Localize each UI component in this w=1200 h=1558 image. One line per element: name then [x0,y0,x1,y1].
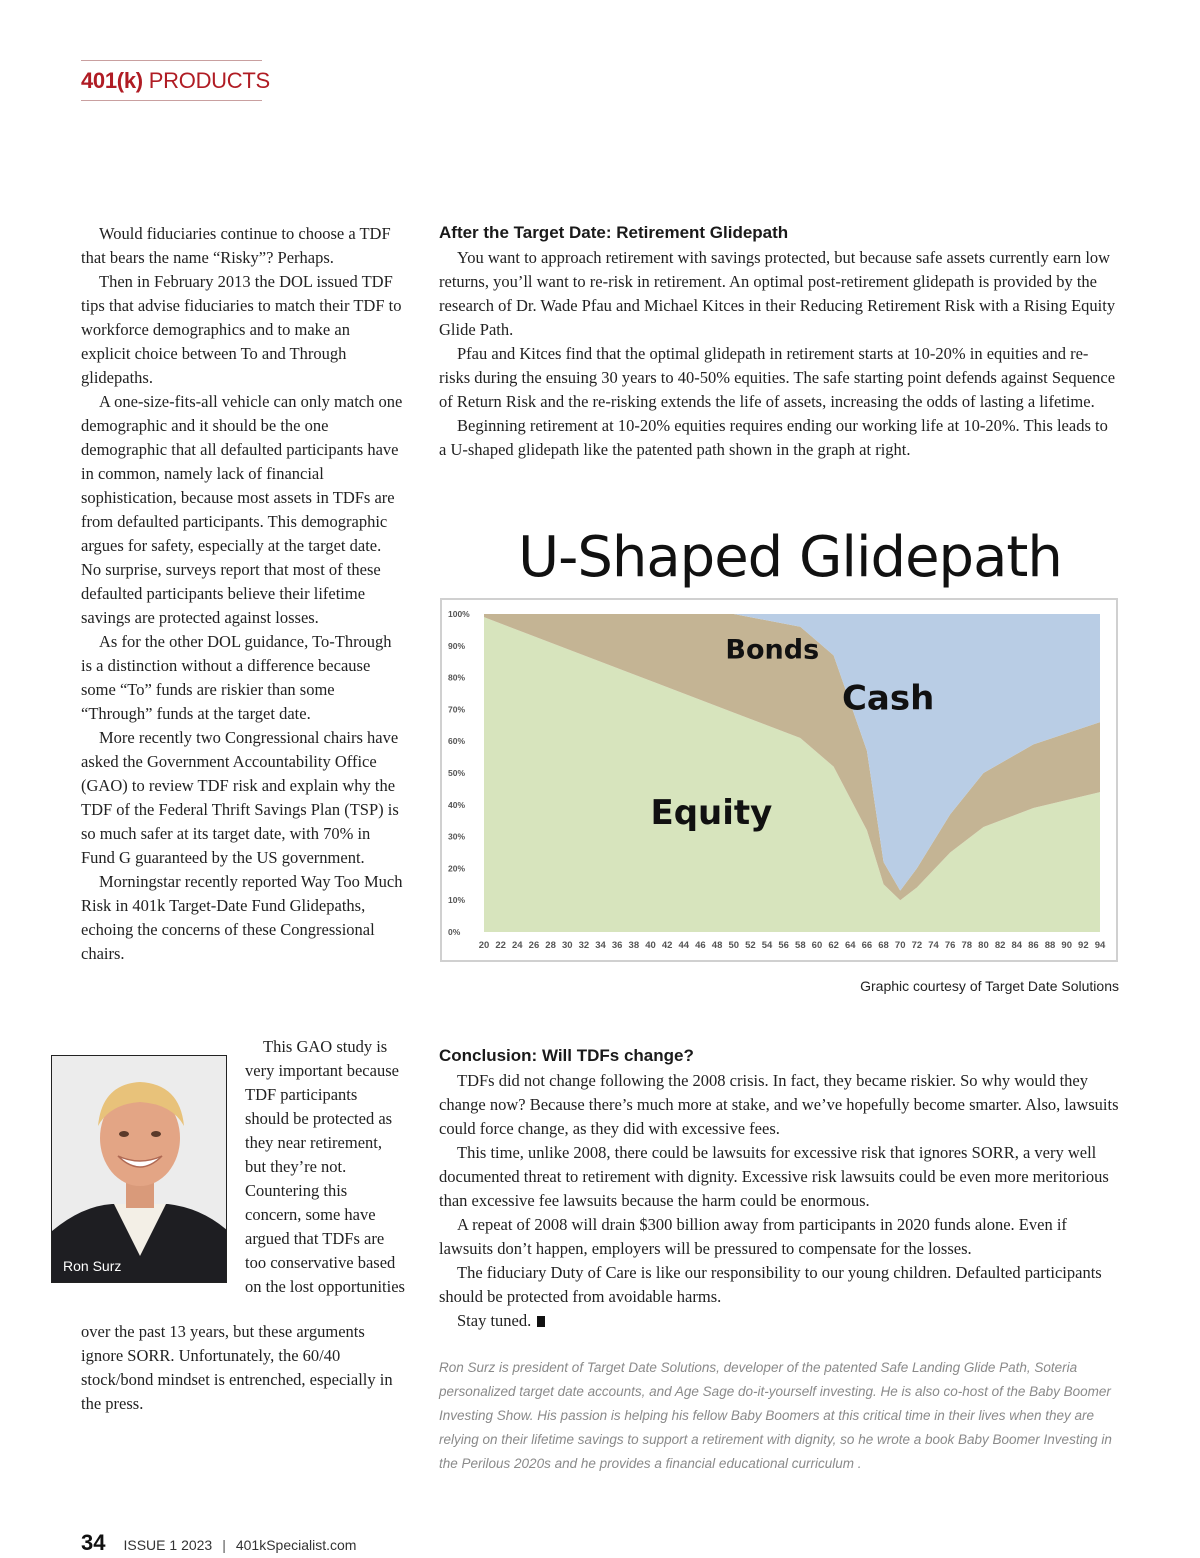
left-paragraph: Morningstar recently reported Way Too Much Risk in 401k Target-Date Fund Glidepaths, echoing the concerns of these Congressional chairs. [81,872,403,963]
y-tick-label: 90% [448,640,466,651]
area-label-bonds: Bonds [725,634,820,666]
x-tick-label: 38 [628,940,640,951]
x-tick-label: 58 [795,940,806,951]
y-tick-label: 30% [448,831,466,842]
y-tick-label: 50% [448,768,466,778]
area-label-equity: Equity [650,792,773,833]
x-tick-label: 80 [978,940,989,951]
x-tick-label: 76 [944,940,956,951]
left-paragraph: Then in February 2013 the DOL issued TDF tips that advise fiduciaries to match their TDF to workforce demographics and to make an explicit choice between To and Through glidepaths. [81,272,402,387]
chart-title: U-Shaped Glidepath [518,525,1062,590]
x-tick-label: 88 [1044,940,1056,951]
photo-caption: Ron Surz [63,1258,122,1274]
area-label-cash: Cash [841,678,935,719]
x-tick-label: 30 [561,940,573,951]
section-label-bold: 401(k) [81,67,143,93]
x-tick-label: 56 [778,940,789,951]
x-tick-label: 44 [678,940,690,951]
author-bio [439,1356,1121,1476]
x-tick-label: 46 [695,940,706,951]
section-heading: After the Target Date: Retirement Glidepath [439,223,789,242]
x-tick-label: 70 [894,940,906,951]
x-tick-label: 52 [745,940,756,951]
y-tick-label: 60% [448,736,466,747]
y-tick-label: 20% [448,863,466,874]
author-photo [51,1055,227,1283]
section-paragraph: Pfau and Kitces find that the optimal glidepath in retirement starts at 10-20% in equities and re-risks during the ensuing 30 years to 40-50% equities. The safe starting point defends against Sequence of Return Risk and the re-risking extends the life of assets, increasing the odds of lasting a lifetime. [439,344,1116,411]
section-label-rest: PRODUCTS [148,67,270,93]
x-tick-label: 54 [761,940,773,951]
section-conclusion [439,1045,1119,1333]
site-link[interactable]: 401kSpecialist.com [235,1537,357,1553]
x-tick-label: 48 [711,940,723,951]
end-mark-icon [537,1316,545,1327]
section-paragraph: A repeat of 2008 will drain $300 billion away from participants in 2020 funds alone. Even if lawsuits don’t happen, employers will be pressured to compensate for the losses. [439,1215,1067,1258]
author-portrait-illustration [52,1056,227,1283]
x-tick-label: 90 [1061,940,1072,951]
x-tick-label: 68 [878,940,889,951]
section-paragraph: This time, unlike 2008, there could be lawsuits for excessive risk that ignores SORR, a very well documented threat to retirement with dignity. Excessive risk lawsuits could be even more meritorious than excessive fee lawsuits because the harm could be enormous. [439,1143,1109,1210]
narrow-paragraph: This GAO study is very important because TDF participants should be protected as they near retirement, but they’re not. Countering this concern, some have argued that TDFs are too conservative based on the lost opportunities [245,1037,405,1296]
y-tick-label: 80% [448,672,466,683]
section-heading: Conclusion: Will TDFs change? [439,1046,694,1065]
section-retirement-glidepath [439,222,1119,462]
x-tick-label: 92 [1078,940,1089,951]
page-number: 34 [81,1530,106,1555]
x-tick-label: 62 [828,940,839,951]
x-tick-label: 82 [994,940,1006,951]
left-paragraph: As for the other DOL guidance, To-Through is a distinction without a difference because some “To” funds are riskier than some “Through” funds at the target date. [81,632,392,723]
section-paragraph-final [439,1309,1119,1333]
section-paragraph: The fiduciary Duty of Care is like our responsibility to our young children. Defaulted participants should be protected from avoidable harms. [439,1263,1102,1306]
y-tick-label: 0% [448,927,461,937]
left-paragraph: A one-size-fits-all vehicle can only match one demographic and it should be the one demographic that all defaulted participants have in common, namely lack of financial sophistication, because most assets in TDFs are from defaulted participants. This demographic argues for safety, especially at the target date. No surprise, surveys report that most of these defaulted participants believe their lifetime savings are protected against losses. [81,392,403,627]
x-tick-label: 50 [728,940,740,951]
x-tick-label: 78 [961,940,973,951]
x-tick-label: 32 [578,940,590,951]
continuation-paragraph: over the past 13 years, but these arguments ignore SORR. Unfortunately, the 60/40 stock/bond mindset is entrenched, especially in the press. [81,1322,393,1413]
left-column [81,222,403,966]
section-paragraph: Beginning retirement at 10-20% equities requires ending our working life at 10-20%. This leads to a U-shaped glidepath like the patented path shown in the graph at right. [439,416,1108,459]
closing-line: Stay tuned. [457,1311,532,1330]
x-tick-label: 84 [1011,940,1023,951]
issue-label: ISSUE 1 2023 [123,1537,213,1553]
left-continuation [81,1320,403,1416]
footer-separator: | [222,1537,226,1553]
section-paragraph: You want to approach retirement with savings protected, but because safe assets currently earn low returns, you’ll want to re-risk in retirement. An optimal post-retirement glidepath is provided by the research of Dr. Wade Pfau and Michael Kitces in their Reducing Retirement Risk with a Rising Equity Glide Path. [439,248,1116,339]
x-tick-label: 66 [861,940,873,951]
y-tick-label: 70% [448,704,466,715]
left-paragraph: More recently two Congressional chairs have asked the Government Accountability Office (GAO) to review TDF risk and explain why the TDF of the Federal Thrift Savings Plan (TSP) is so much safer at its target date, with 70% in Fund G guaranteed by the US government. [81,728,399,867]
chart-credit: Graphic courtesy of Target Date Solutions [860,978,1119,994]
x-tick-label: 20 [478,940,490,951]
bio-text: Ron Surz is president of Target Date Solutions, developer of the patented Safe Landing Glide Path, Soteria personalized target date accounts, and Age Sage do-it-yourself investing. He is also co-host of the Baby Boomer Investing Show. His passion is helping his fellow Baby Boomers at this critical time in their lives when they are relying on their lifetime savings to support a retirement with dignity, so he wrote a book Baby Boomer Investing in the Perilous 2020s and he provides a financial educational curriculum . [439,1360,1112,1471]
x-tick-label: 22 [495,940,506,951]
x-tick-label: 74 [928,940,939,951]
x-tick-label: 64 [844,940,856,951]
y-tick-label: 100% [448,609,470,619]
section-label [81,60,270,101]
section-paragraph: TDFs did not change following the 2008 crisis. In fact, they became riskier. So why would they change now? Because there’s much more at stake, and we’ve hopefully become smarter. Also, lawsuits could force change, as they did with excessive fees. [439,1071,1119,1138]
x-tick-label: 72 [911,940,923,951]
left-paragraph: Would fiduciaries continue to choose a TDF that bears the name “Risky”? Perhaps. [81,224,391,267]
x-tick-label: 28 [545,940,556,951]
x-tick-label: 34 [595,940,606,951]
y-tick-label: 10% [448,895,466,906]
x-tick-label: 24 [512,940,523,951]
x-tick-label: 40 [645,940,656,951]
glidepath-chart [440,598,1118,964]
x-tick-label: 26 [528,940,540,951]
x-tick-label: 36 [611,940,623,951]
x-tick-label: 94 [1094,940,1106,951]
y-tick-label: 40% [448,799,466,810]
x-tick-label: 60 [811,940,823,951]
x-tick-label: 42 [661,940,673,951]
narrow-column [245,1035,405,1299]
page-footer [81,1530,356,1556]
x-tick-label: 86 [1028,940,1039,951]
